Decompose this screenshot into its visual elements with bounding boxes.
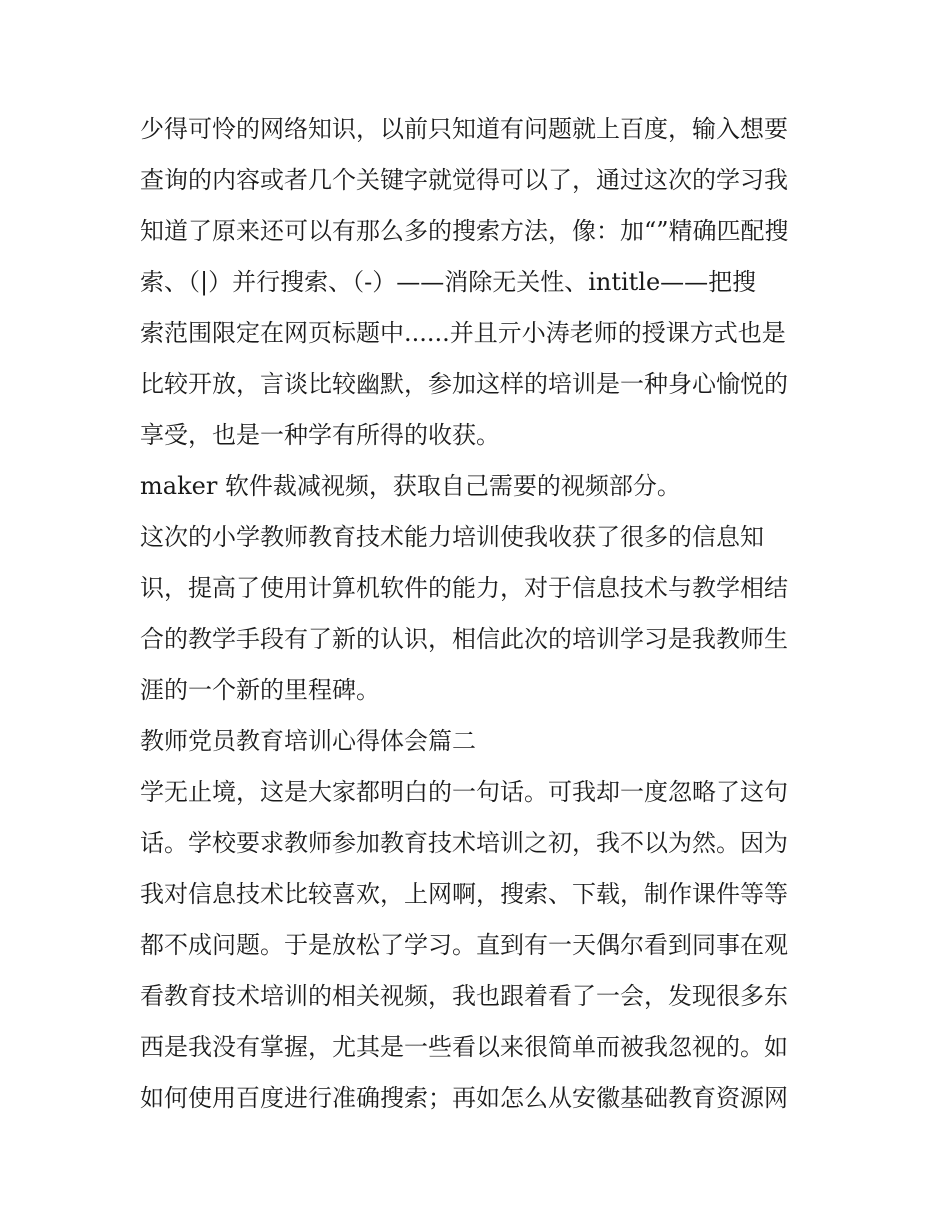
text-line-20: 如何使用百度进行准确搜索；再如怎么从安徽基础教育资源网: [140, 1084, 788, 1112]
text-line-16: 我对信息技术比较喜欢，上网啊，搜索、下载，制作课件等等: [140, 880, 788, 908]
text-line-18: 看教育技术培训的相关视频，我也跟着看了一会，发现很多东: [140, 982, 788, 1010]
text-line-8: maker 软件裁减视频，获取自己需要的视频部分。: [140, 472, 681, 500]
text-line-5: 索范围限定在网页标题中......并且亓小涛老师的授课方式也是: [140, 319, 786, 347]
text-line-11: 合的教学手段有了新的认识，相信此次的培训学习是我教师生: [140, 625, 788, 653]
text-line-6: 比较开放，言谈比较幽默，参加这样的培训是一种身心愉悦的: [140, 370, 788, 398]
document-body: [140, 104, 820, 1124]
text-line-19: 西是我没有掌握，尤其是一些看以来很简单而被我忽视的。如: [140, 1033, 788, 1061]
text-line-9: 这次的小学教师教育技术能力培训使我收获了很多的信息知: [140, 523, 764, 551]
text-line-1: 少得可怜的网络知识，以前只知道有问题就上百度，输入想要: [140, 115, 788, 143]
section-heading: 教师党员教育培训心得体会篇二: [140, 727, 476, 755]
text-line-14: 学无止境，这是大家都明白的一句话。可我却一度忽略了这句: [140, 778, 788, 806]
text-line-17: 都不成问题。于是放松了学习。直到有一天偶尔看到同事在观: [140, 931, 788, 959]
text-line-4: 索、（|）并行搜索、（-）——消除无关性、intitle——把搜: [140, 268, 757, 296]
text-line-15: 话。学校要求教师参加教育技术培训之初，我不以为然。因为: [140, 829, 788, 857]
text-line-2: 查询的内容或者几个关键字就觉得可以了，通过这次的学习我: [140, 166, 788, 194]
text-line-7: 享受，也是一种学有所得的收获。: [140, 421, 500, 449]
text-line-12: 涯的一个新的里程碑。: [140, 676, 380, 704]
text-line-3: 知道了原来还可以有那么多的搜索方法，像：加“”精确匹配搜: [140, 217, 789, 245]
text-line-10: 识，提高了使用计算机软件的能力，对于信息技术与教学相结: [140, 574, 788, 602]
